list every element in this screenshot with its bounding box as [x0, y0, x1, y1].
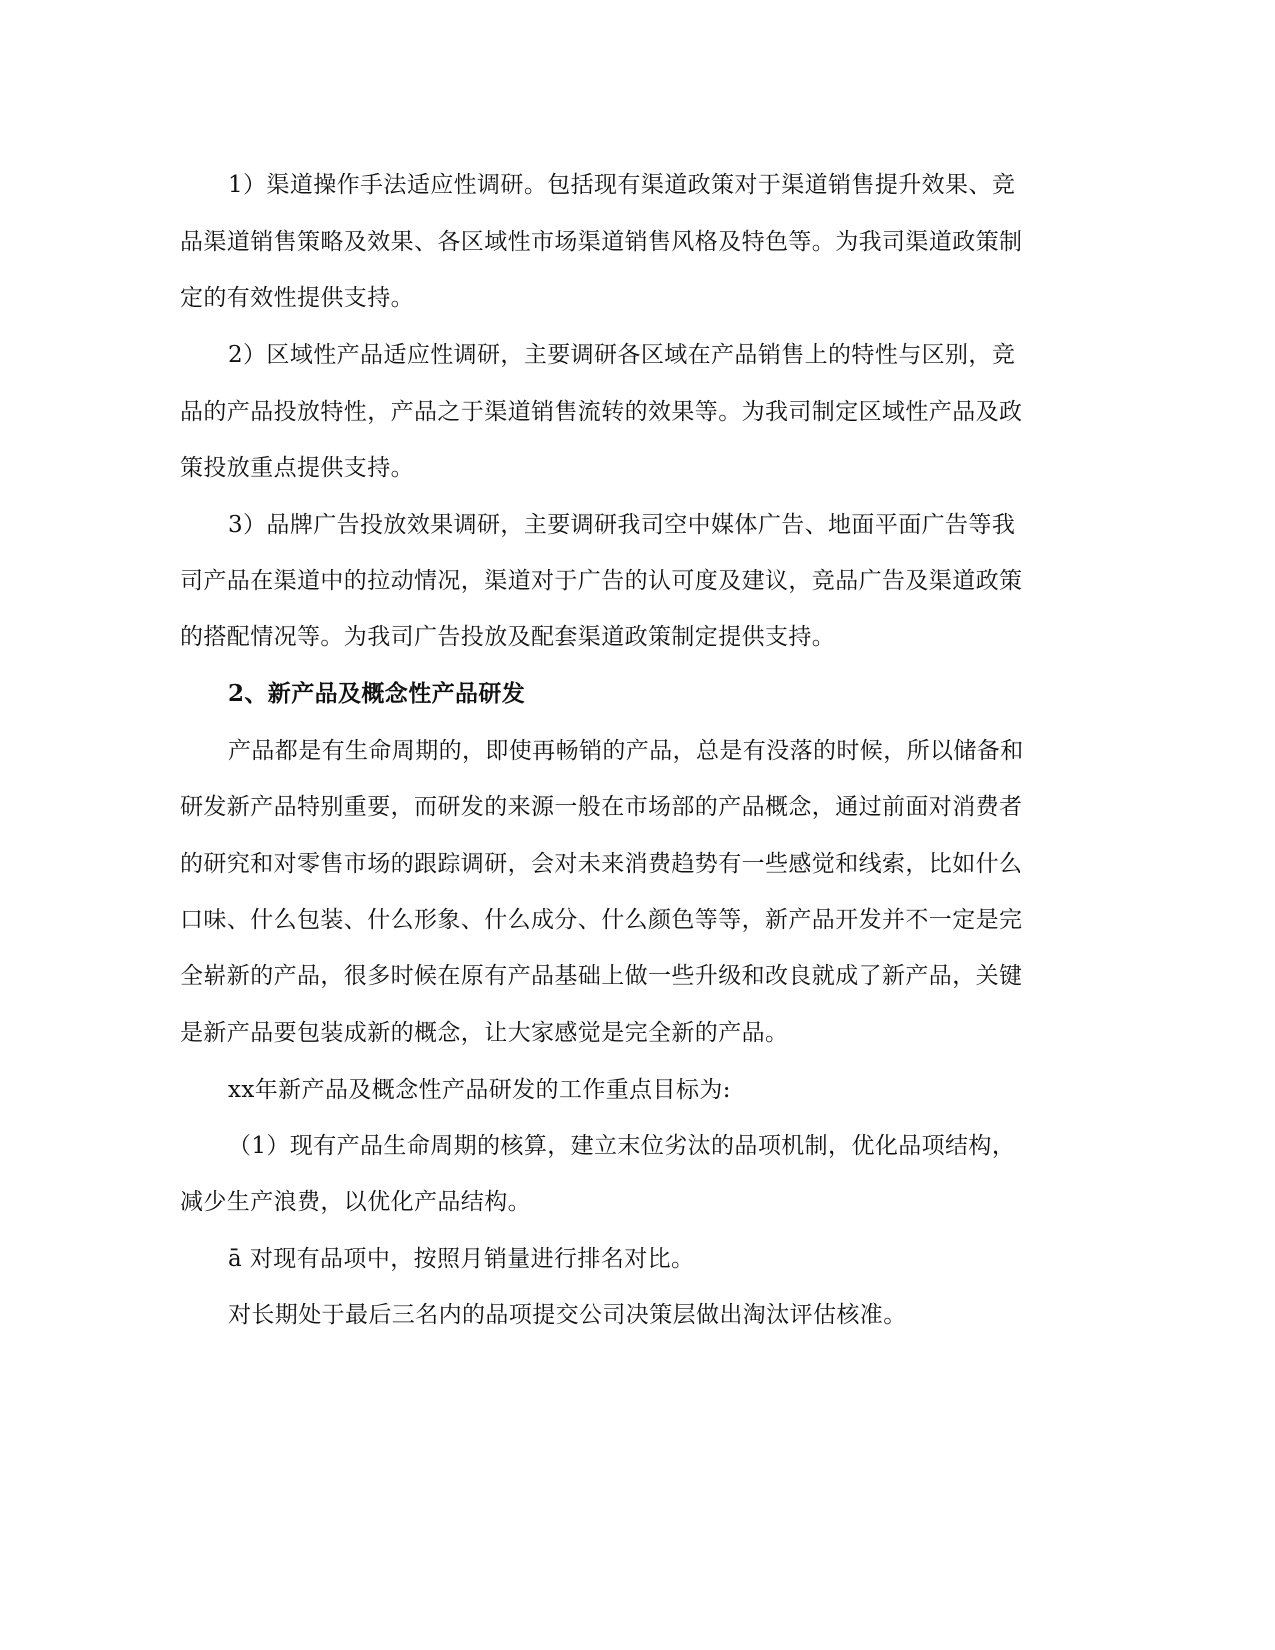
paragraph-1-line-1: 1）渠道操作手法适应性调研。包括现有渠道政策对于渠道销售提升效果、竞	[228, 172, 1016, 198]
paragraph-2-line-3: 策投放重点提供支持。	[180, 455, 414, 481]
section-heading: 2、新产品及概念性产品研发	[228, 680, 526, 707]
paragraph-1-line-3: 定的有效性提供支持。	[180, 285, 414, 311]
paragraph-2-line-2: 品的产品投放特性，产品之于渠道销售流转的效果等。为我司制定区域性产品及政	[180, 399, 1023, 425]
goal-1-line-2: 减少生产浪费，以优化产品结构。	[180, 1189, 531, 1215]
paragraph-4-line-1: 产品都是有生命周期的，即使再畅销的产品，总是有没落的时候，所以储备和	[228, 738, 1024, 764]
paragraph-3-line-3: 的搭配情况等。为我司广告投放及配套渠道政策制定提供支持。	[180, 624, 836, 650]
paragraph-2-line-1: 2）区域性产品适应性调研，主要调研各区域在产品销售上的特性与区别，竞	[228, 342, 1016, 368]
paragraph-4-line-3: 的研究和对零售市场的跟踪调研，会对未来消费趋势有一些感觉和线索，比如什么	[180, 851, 1023, 877]
goal-1-step-1: ā 对现有品项中，按照月销量进行排名对比。	[228, 1246, 695, 1272]
goal-1-line-1: （1）现有产品生命周期的核算，建立末位劣汰的品项机制，优化品项结构，	[228, 1133, 1016, 1159]
goals-intro: xx年新产品及概念性产品研发的工作重点目标为:	[228, 1077, 731, 1103]
goal-1-step-2: 对长期处于最后三名内的品项提交公司决策层做出淘汰评估核准。	[228, 1302, 907, 1328]
paragraph-1-line-2: 品渠道销售策略及效果、各区域性市场渠道销售风格及特色等。为我司渠道政策制	[180, 229, 1023, 255]
paragraph-4-line-4: 口味、什么包装、什么形象、什么成分、什么颜色等等，新产品开发并不一定是完	[180, 907, 1023, 933]
paragraph-4-line-2: 研发新产品特别重要，而研发的来源一般在市场部的产品概念，通过前面对消费者	[180, 794, 1023, 820]
paragraph-4-line-6: 是新产品要包装成新的概念，让大家感觉是完全新的产品。	[180, 1020, 789, 1046]
paragraph-3-line-1: 3）品牌广告投放效果调研，主要调研我司空中媒体广告、地面平面广告等我	[228, 512, 1016, 538]
paragraph-4-line-5: 全崭新的产品，很多时候在原有产品基础上做一些升级和改良就成了新产品，关键	[180, 963, 1023, 989]
paragraph-3-line-2: 司产品在渠道中的拉动情况，渠道对于广告的认可度及建议，竞品广告及渠道政策	[180, 568, 1023, 594]
